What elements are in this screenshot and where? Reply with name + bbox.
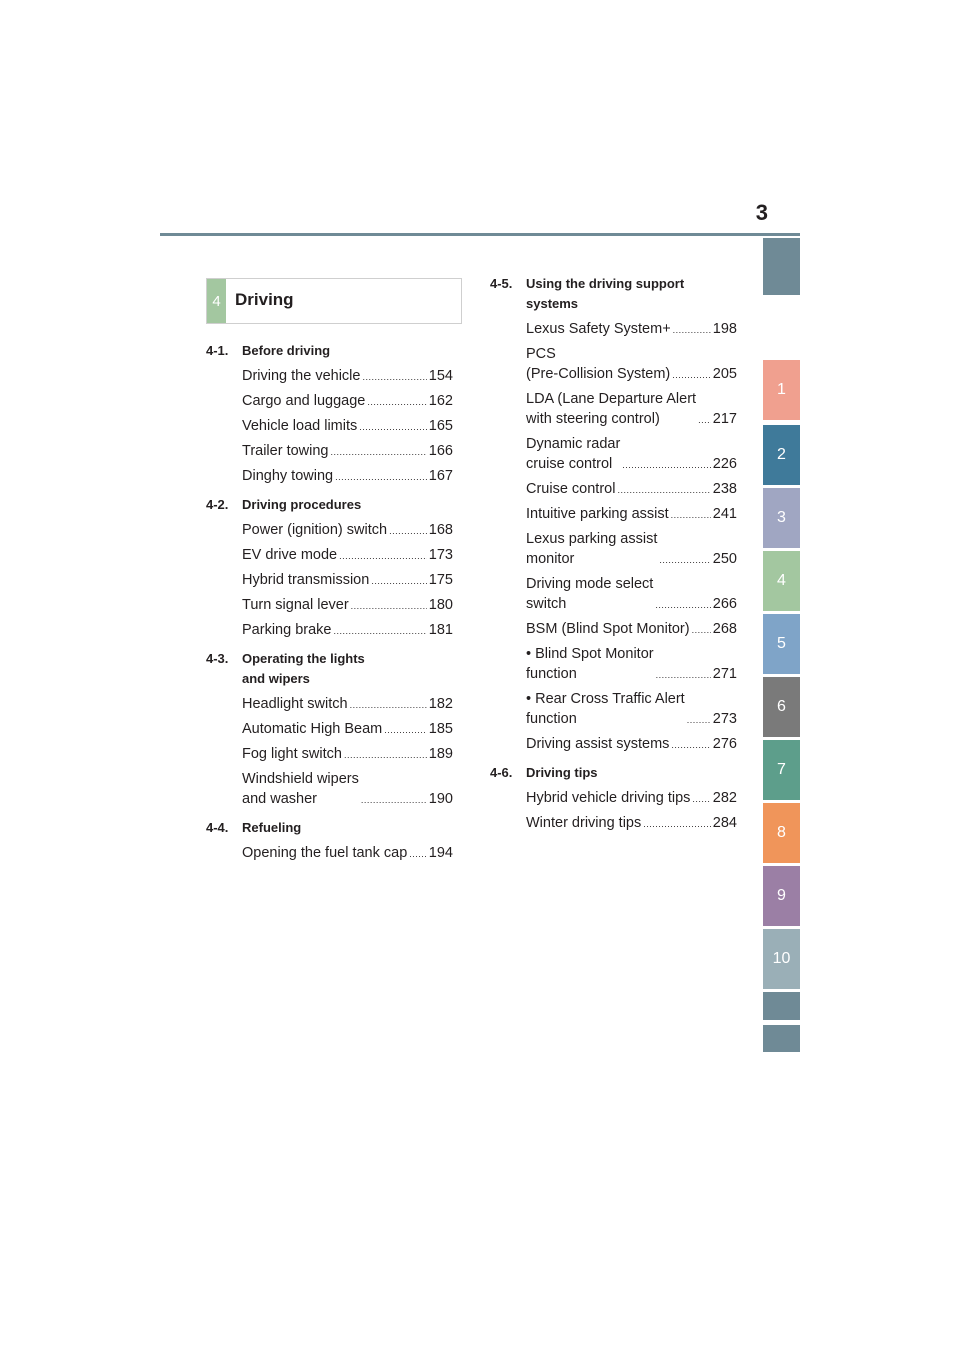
toc-entry-label: Driving mode select switch [526, 576, 654, 612]
toc-right-column [490, 274, 737, 842]
chapter-tab-4[interactable]: 4 [763, 551, 800, 611]
leader-dots [367, 397, 426, 407]
toc-entry-page: 268 [712, 621, 737, 637]
toc-entry-page: 162 [428, 393, 453, 409]
toc-entry-page: 181 [428, 622, 453, 638]
leader-dots [335, 472, 427, 482]
toc-entry-page: 271 [712, 666, 737, 682]
toc-entry-page: 190 [428, 791, 453, 807]
toc-section-number: 4-3. [206, 651, 229, 666]
leader-dots [622, 460, 711, 470]
toc-section [206, 341, 453, 486]
toc-entry[interactable] [206, 595, 453, 615]
toc-entry-label: EV drive mode [242, 547, 338, 563]
toc-entry-label: • Rear Cross Traffic Alert function [526, 691, 685, 727]
leader-dots [409, 849, 427, 859]
toc-entry-label: Automatic High Beam [242, 721, 383, 737]
leader-dots [692, 625, 711, 635]
chapter-tab-8[interactable]: 8 [763, 803, 800, 863]
toc-entry[interactable] [206, 694, 453, 714]
leader-dots [671, 510, 711, 520]
leader-dots [687, 715, 711, 725]
toc-entry-label: Opening the fuel tank cap [242, 845, 408, 861]
leader-dots [673, 325, 711, 335]
toc-section-title: Operating the lights and wipers [242, 651, 365, 686]
toc-entry[interactable] [490, 619, 737, 639]
toc-left-column [206, 341, 453, 872]
toc-entry-page: 284 [712, 815, 737, 831]
leader-dots [659, 555, 710, 565]
toc-entry[interactable] [206, 441, 453, 461]
toc-section [206, 649, 453, 809]
toc-section [490, 763, 737, 833]
toc-entry[interactable] [490, 529, 737, 569]
toc-entry[interactable] [206, 391, 453, 411]
toc-entry[interactable] [490, 644, 737, 684]
toc-section-heading[interactable] [490, 763, 737, 783]
leader-dots [350, 700, 427, 710]
toc-section-number: 4-4. [206, 820, 229, 835]
toc-entry-label: PCS (Pre-Collision System) [526, 346, 671, 382]
leader-dots [671, 740, 710, 750]
toc-entry[interactable] [206, 719, 453, 739]
toc-entry-page: 165 [428, 418, 453, 434]
toc-entry-page: 282 [712, 790, 737, 806]
toc-entry-page: 198 [712, 321, 737, 337]
leader-dots [344, 750, 427, 760]
leader-dots [371, 576, 426, 586]
toc-entry-label: Driving the vehicle [242, 368, 361, 384]
toc-entry-page: 238 [712, 481, 737, 497]
toc-entry[interactable] [206, 545, 453, 565]
toc-entry[interactable] [206, 769, 453, 809]
toc-entry[interactable] [206, 744, 453, 764]
toc-entry-label: Lexus parking assist monitor [526, 531, 658, 567]
toc-entry-label: Hybrid transmission [242, 572, 370, 588]
leader-dots [331, 447, 427, 457]
toc-entry[interactable] [490, 813, 737, 833]
toc-entry-page: 250 [712, 551, 737, 567]
toc-section-title: Refueling [242, 820, 302, 835]
toc-entry-label: Parking brake [242, 622, 332, 638]
toc-entry-page: 182 [428, 696, 453, 712]
toc-entry[interactable] [490, 434, 737, 474]
toc-entry[interactable] [490, 319, 737, 339]
leader-dots [698, 415, 711, 425]
section-title: Driving [235, 290, 294, 309]
toc-section-heading[interactable] [206, 341, 453, 361]
toc-entry-page: 173 [428, 547, 453, 563]
toc-entry-label: Cargo and luggage [242, 393, 366, 409]
toc-entry-page: 194 [428, 845, 453, 861]
chapter-tab-1[interactable]: 1 [763, 360, 800, 420]
toc-entry[interactable] [206, 843, 453, 863]
toc-entry-label: LDA (Lane Departure Alert with steering control) [526, 391, 697, 427]
leader-dots [362, 372, 426, 382]
toc-entry-page: 241 [712, 506, 737, 522]
toc-section-number: 4-2. [206, 497, 229, 512]
toc-entry[interactable] [206, 366, 453, 386]
toc-entry-page: 205 [712, 366, 737, 382]
toc-section-title: Driving procedures [242, 497, 362, 512]
toc-entry[interactable] [490, 689, 737, 729]
leader-dots [672, 370, 711, 380]
leader-dots [351, 601, 427, 611]
toc-entry-label: Lexus Safety System+ [526, 321, 671, 337]
toc-entry-page: 189 [428, 746, 453, 762]
chapter-tab-2[interactable]: 2 [763, 425, 800, 485]
toc-section-title: Before driving [242, 343, 331, 358]
leader-dots [384, 725, 427, 735]
toc-entry-label: Cruise control [526, 481, 616, 497]
toc-section-title: Driving tips [526, 765, 598, 780]
chapter-tab-7[interactable]: 7 [763, 740, 800, 800]
leader-dots [333, 626, 426, 636]
chapter-tab-blank[interactable] [763, 992, 800, 1020]
toc-entry-page: 168 [428, 522, 453, 538]
toc-entry-label: BSM (Blind Spot Monitor) [526, 621, 690, 637]
toc-entry-label: Intuitive parking assist [526, 506, 669, 522]
toc-entry[interactable] [490, 788, 737, 808]
toc-section [206, 495, 453, 640]
toc-section [490, 274, 737, 754]
leader-dots [655, 600, 710, 610]
toc-entry-label: Dynamic radar cruise control [526, 436, 621, 472]
toc-entry-page: 185 [428, 721, 453, 737]
toc-entry-label: Fog light switch [242, 746, 342, 762]
toc-entry[interactable] [206, 520, 453, 540]
leader-dots [656, 670, 711, 680]
toc-section-number: 4-6. [490, 765, 513, 780]
toc-section [206, 818, 453, 863]
toc-entry[interactable] [206, 416, 453, 436]
toc-entry-page: 217 [712, 411, 737, 427]
toc-section-title: Using the driving support systems [526, 276, 685, 311]
toc-entry[interactable] [206, 620, 453, 640]
toc-entry-label: Dinghy towing [242, 468, 334, 484]
toc-entry[interactable] [490, 344, 737, 384]
chapter-tab-5[interactable]: 5 [763, 614, 800, 674]
toc-entry-page: 175 [428, 572, 453, 588]
chapter-tab-9[interactable]: 9 [763, 866, 800, 926]
toc-entry-page: 226 [712, 456, 737, 472]
toc-section-heading[interactable] [490, 274, 737, 314]
toc-entry-label: Headlight switch [242, 696, 348, 712]
section-number-badge: 4 [207, 279, 226, 323]
toc-entry[interactable] [490, 389, 737, 429]
toc-entry-page: 166 [428, 443, 453, 459]
toc-entry-page: 273 [712, 711, 737, 727]
chapter-tab-6[interactable]: 6 [763, 677, 800, 737]
toc-entry-label: Turn signal lever [242, 597, 349, 613]
toc-entry-label: • Blind Spot Monitor function [526, 646, 654, 682]
toc-entry[interactable] [206, 466, 453, 486]
toc-entry[interactable] [490, 479, 737, 499]
toc-entry-label: Winter driving tips [526, 815, 642, 831]
toc-entry-label: Vehicle load limits [242, 418, 358, 434]
toc-entry-label: Trailer towing [242, 443, 329, 459]
chapter-tab-blank[interactable] [763, 238, 800, 295]
chapter-tab-10[interactable]: 10 [763, 929, 800, 989]
leader-dots [643, 819, 711, 829]
leader-dots [361, 795, 427, 805]
toc-entry-label: Windshield wipers and washer [242, 771, 359, 807]
toc-entry-page: 167 [428, 468, 453, 484]
header-rule [160, 233, 800, 236]
toc-entry[interactable] [490, 504, 737, 524]
toc-entry-label: Driving assist systems [526, 736, 670, 752]
leader-dots [339, 551, 427, 561]
toc-entry-label: Power (ignition) switch [242, 522, 388, 538]
leader-dots [617, 485, 710, 495]
leader-dots [359, 422, 427, 432]
toc-section-heading[interactable] [206, 495, 453, 515]
toc-entry-page: 266 [712, 596, 737, 612]
leader-dots [692, 794, 710, 804]
toc-entry[interactable] [206, 570, 453, 590]
chapter-tab-blank[interactable] [763, 1025, 800, 1052]
toc-section-heading[interactable] [206, 649, 453, 689]
toc-entry-page: 180 [428, 597, 453, 613]
toc-section-heading[interactable] [206, 818, 453, 838]
toc-entry[interactable] [490, 734, 737, 754]
toc-entry-label: Hybrid vehicle driving tips [526, 790, 691, 806]
leader-dots [389, 526, 427, 536]
chapter-tab-3[interactable]: 3 [763, 488, 800, 548]
section-header [206, 278, 462, 324]
toc-section-number: 4-5. [490, 276, 513, 291]
toc-entry-page: 276 [712, 736, 737, 752]
page-number: 3 [755, 200, 768, 225]
toc-entry-page: 154 [428, 368, 453, 384]
toc-entry[interactable] [490, 574, 737, 614]
toc-section-number: 4-1. [206, 343, 229, 358]
